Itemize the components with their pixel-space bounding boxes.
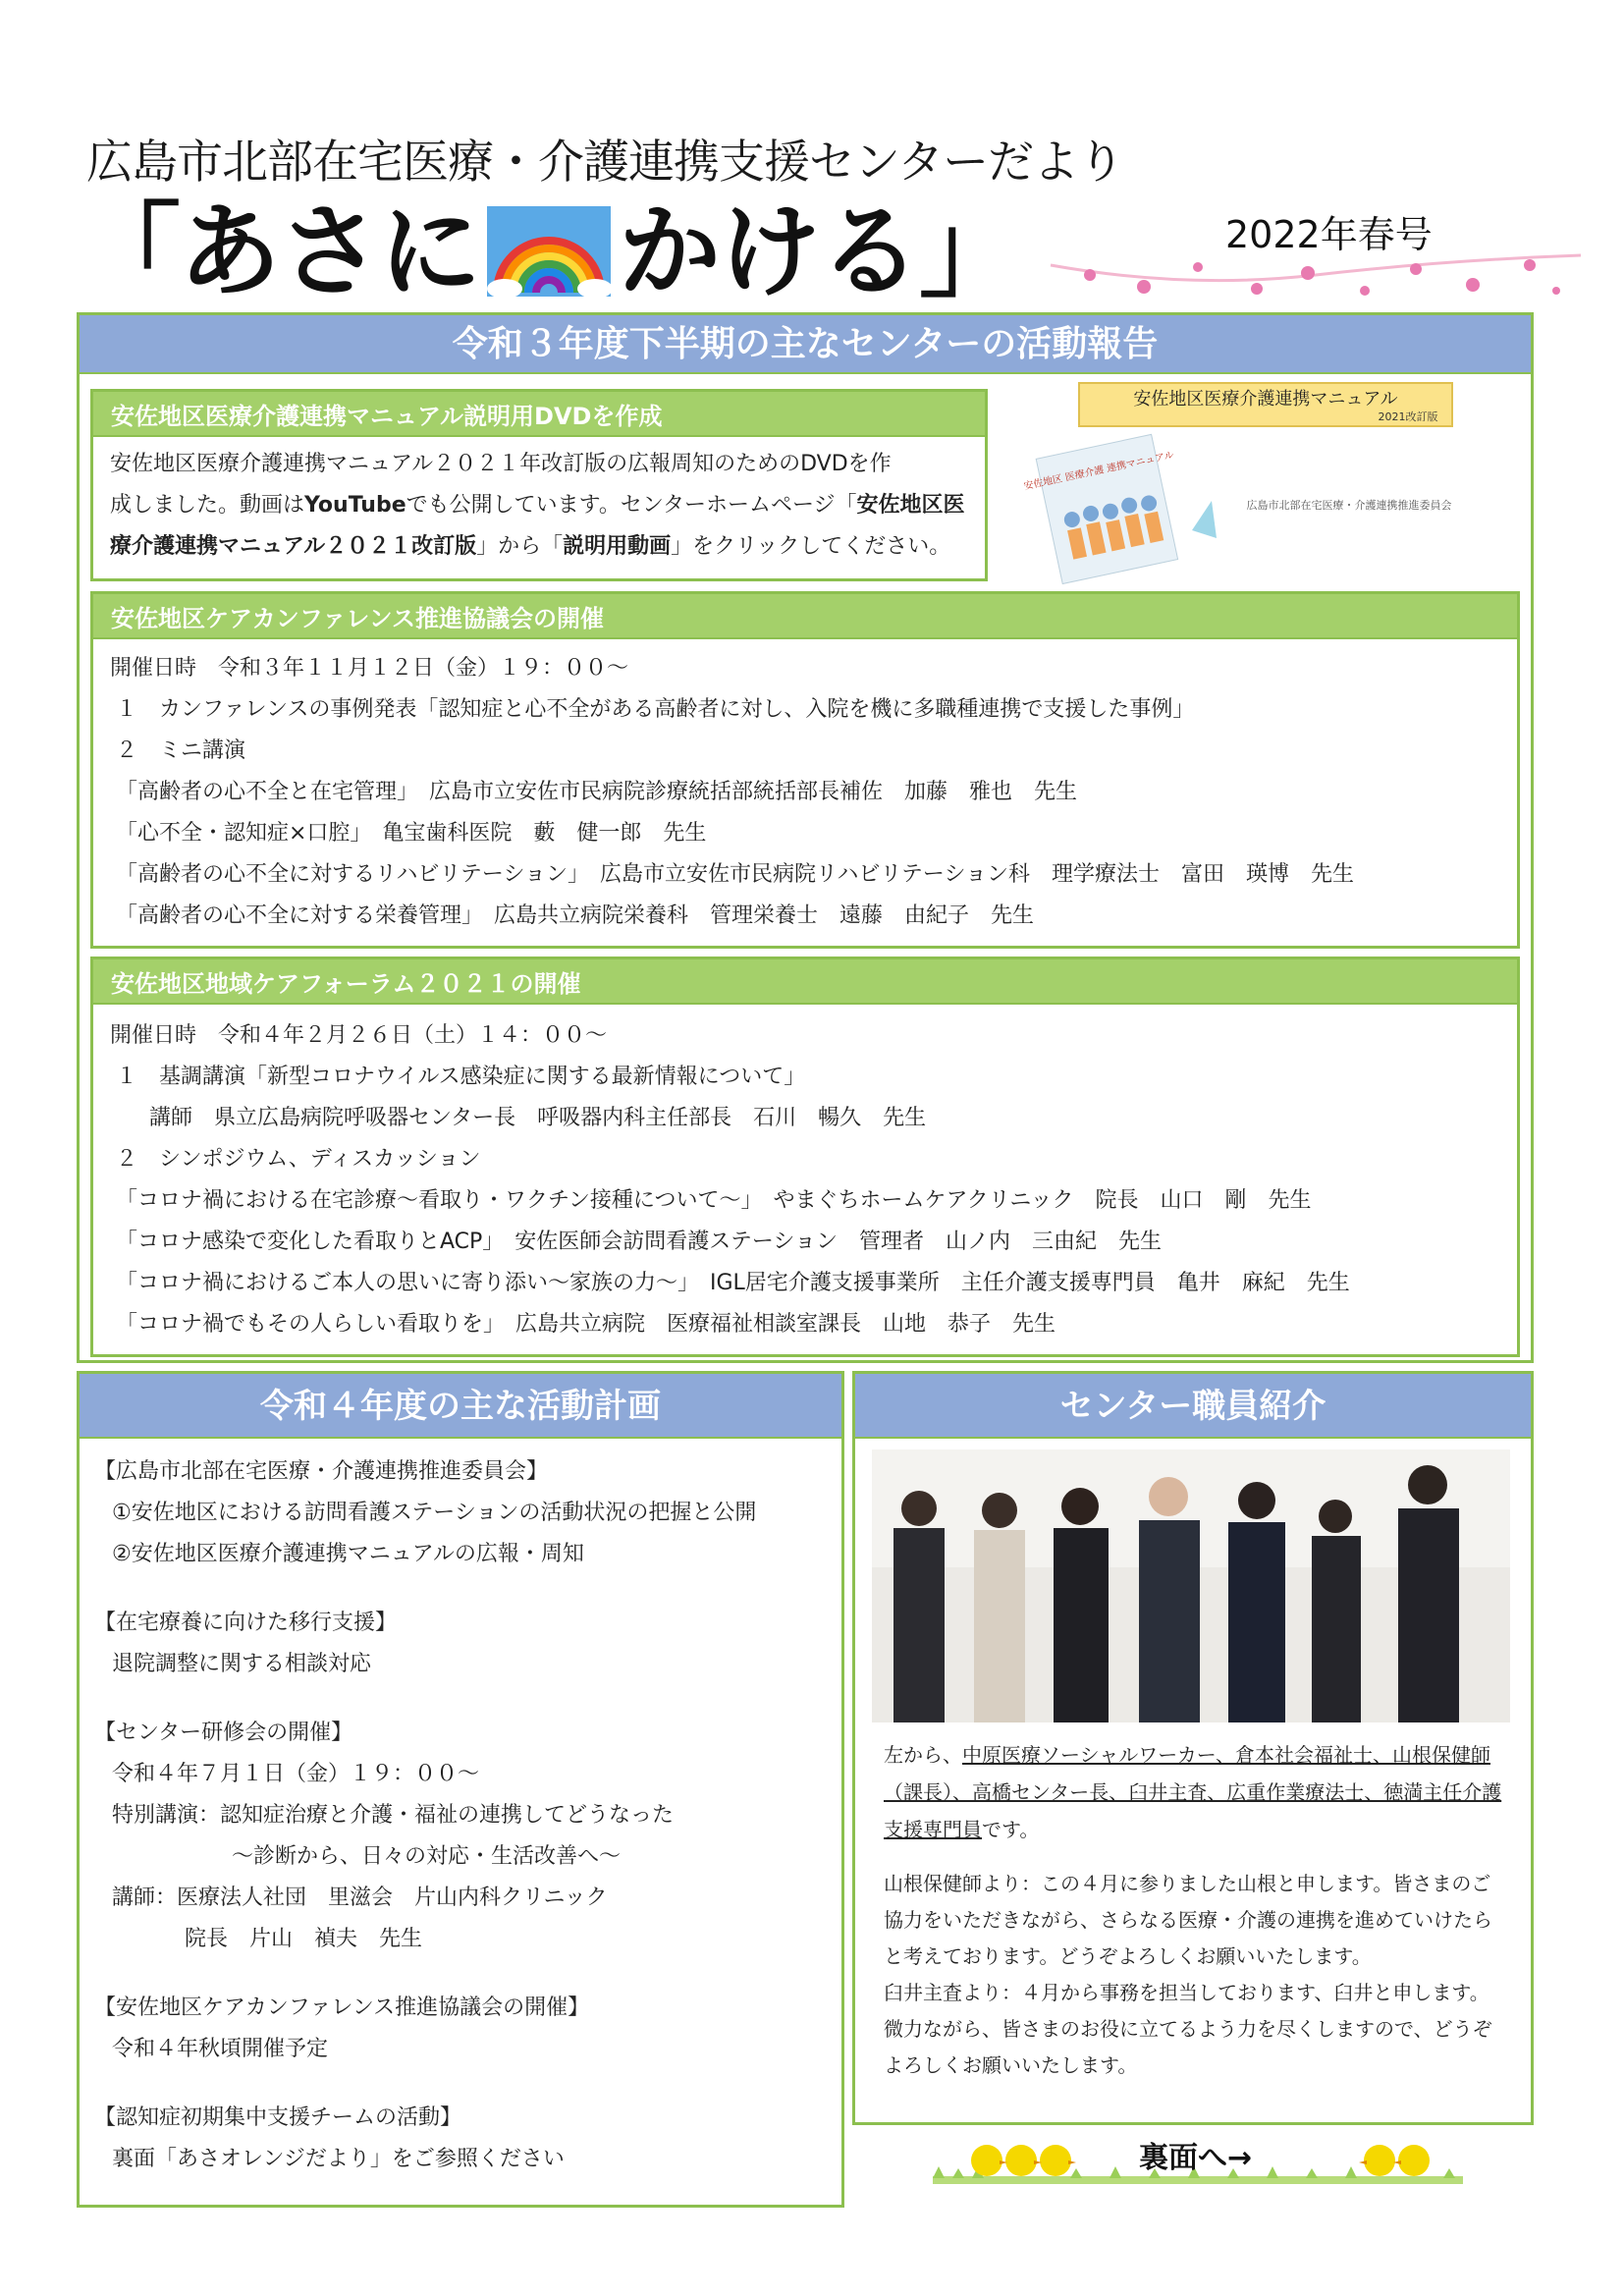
forum-talk: 「コロナ禍における在宅診療～看取り・ワクチン接種について～」 やまぐちホームケアクリニック 院長 山口 剛 先生 [116,1188,1312,1213]
caption-names: 中原医療ソーシャルワーカー、倉本社会福祉士、山根保健師（課長）、高橋センター長、臼井主査、広重作業療法士、徳満主任介護支援専門員 [884,1743,1502,1841]
plan-item: 講師：医療法人社団 里滋会 片山内科クリニック [112,1886,608,1910]
body-text: 成しました。動画は [110,493,305,518]
rainbow-icon [485,204,613,299]
plan-item: 令和４年７月１日（金）１９：００～ [112,1762,480,1786]
cover-text: 安佐地区 医療介護 連携マニュアル [1022,450,1175,493]
plan-item: 令和４年秋頃開催予定 [112,2037,329,2061]
plan-item: 退院調整に関する相談対応 [112,1652,372,1676]
dvd-org-text: 広島市北部在宅医療・介護連携推進委員会 [1246,499,1452,512]
care-conference-heading: 安佐地区ケアカンファレンス推進協議会の開催 [93,594,1517,639]
plan-group-heading: 【安佐地区ケアカンファレンス推進協議会の開催】 [94,1995,590,2020]
dvd-label-sub: 2021改訂版 [1378,410,1438,423]
caption-suffix: です。 [982,1818,1040,1841]
body-text: 」から「 [476,534,564,559]
activity-plan-title: 令和４年度の主な活動計画 [80,1374,841,1439]
activity-report-title: 令和３年度下半期の主なセンターの活動報告 [80,315,1531,374]
dvd-cover-image [1022,383,1457,579]
dvd-body-line-1: 安佐地区医療介護連携マニュアル２０２１年改訂版の広報周知のためのDVDを作 [110,452,892,476]
plan-group-heading: 【在宅療養に向けた移行支援】 [94,1611,398,1635]
dvd-label-main: 安佐地区医療介護連携マニュアル [1133,389,1398,410]
newsletter-title [79,192,1019,310]
conference-date: 開催日時 令和３年１１月１２日（金）１９：００～ [110,656,629,681]
plan-item: 裏面「あさオレンジだより」をご参照ください [112,2147,565,2171]
care-forum-body [110,1015,1504,1345]
conference-lecture: 「高齢者の心不全に対するリハビリテーション」 広島市立安佐市民病院リハビリテーション科 理学療法士 富田 瑛博 先生 [116,862,1355,887]
conference-item: １ カンファレンスの事例発表「認知症と心不全がある高齢者に対し、入院を機に多職種連携で支援した事例」 [116,697,1195,722]
next-page-link[interactable]: 裏面へ→ [1139,2141,1253,2175]
plan-item: ～診断から、日々の対応・生活改善へ～ [232,1844,622,1869]
issue-label: 2022年春号 [1225,213,1433,256]
conference-lecture: 「高齢者の心不全と在宅管理」 広島市立安佐市民病院診療統括部統括部長補佐 加藤 雅也 先生 [116,780,1078,804]
body-text: 」をクリックしてください。 [671,534,951,559]
newsletter-subtitle: 広島市北部在宅医療・介護連携支援センターだより [86,136,1124,190]
title-left: 「あさに [79,191,480,311]
conference-item: ２ ミニ講演 [116,738,246,763]
manual-link-text-b: 療介護連携マニュアル２０２１改訂版 [110,534,477,559]
dvd-body-line-2 [110,485,974,526]
staff-group-photo [872,1449,1510,1722]
forum-talk: 「コロナ感染で変化した看取りとACP」 安佐医師会訪問看護ステーション 管理者 山ノ内 三由紀 先生 [116,1230,1162,1254]
cherry-blossom-decoration [1051,246,1581,304]
plan-item: 特別講演：認知症治療と介護・福祉の連携してどうなった [112,1803,675,1828]
plan-group-heading: 【広島市北部在宅医療・介護連携推進委員会】 [94,1459,549,1484]
forum-date: 開催日時 令和４年２月２６日（土）１４：００～ [110,1023,608,1048]
plan-item: ①安佐地区における訪問看護ステーションの活動状況の把握と公開 [112,1501,757,1525]
activity-plan-body [94,1451,831,2180]
conference-lecture: 「高齢者の心不全に対する栄養管理」 広島共立病院栄養科 管理栄養士 遠藤 由紀子 先生 [116,903,1035,928]
plan-group-heading: 【認知症初期集中支援チームの活動】 [94,2105,462,2130]
care-forum-heading: 安佐地区地域ケアフォーラム２０２１の開催 [93,959,1517,1005]
plan-item: ②安佐地区医療介護連携マニュアルの広報・周知 [112,1542,584,1566]
conference-lecture: 「心不全・認知症×口腔」 亀宝歯科医院 藪 健一郎 先生 [116,821,707,846]
staff-message: 臼井主査より：４月から事務を担当しております、臼井と申します。微力ながら、皆さまのお役に立てるよう力を尽くしますので、どうぞよろしくお願いいたします。 [884,1981,1492,2077]
staff-messages [884,1866,1502,2084]
video-link-text: 説明用動画 [563,534,672,559]
forum-talk: 「コロナ禍でもその人らしい看取りを」 広島共立病院 医療福祉相談室課長 山地 恭子 先生 [116,1312,1056,1337]
title-right: かける」 [619,191,1020,311]
manual-link-text-a: 安佐地区医 [856,493,965,518]
staff-photo-caption [884,1736,1502,1848]
dvd-section-body [110,444,974,568]
plan-item: 院長 片山 禎夫 先生 [185,1927,423,1951]
plan-group-heading: 【センター研修会の開催】 [94,1721,353,1745]
forum-item: １ 基調講演「新型コロナウイルス感染症に関する最新情報について」 [116,1065,806,1089]
caption-prefix: 左から、 [884,1743,962,1767]
care-conference-body [110,648,1504,937]
dvd-section-heading: 安佐地区医療介護連携マニュアル説明用DVDを作成 [93,392,985,437]
staff-message: 山根保健師より：この４月に参りました山根と申します。皆さまのご協力をいただきながら、さらなる医療・介護の連携を進めていけたらと考えております。どうぞよろしくお願いいたします。 [884,1872,1492,1968]
staff-intro-title: センター職員紹介 [855,1374,1531,1439]
forum-talk: 「コロナ禍におけるご本人の思いに寄り添い～家族の力～」 IGL居宅介護支援事業所 主任介護支援専門員 亀井 麻紀 先生 [116,1271,1350,1295]
dvd-body-line-3 [110,526,974,568]
forum-item: ２ シンポジウム、ディスカッション [116,1147,481,1172]
forum-lecturer: 講師 県立広島病院呼吸器センター長 呼吸器内科主任部長 石川 暢久 先生 [149,1106,927,1130]
body-text: でも公開しています。センターホームページ「 [406,493,857,518]
youtube-text: YouTube [304,493,406,518]
